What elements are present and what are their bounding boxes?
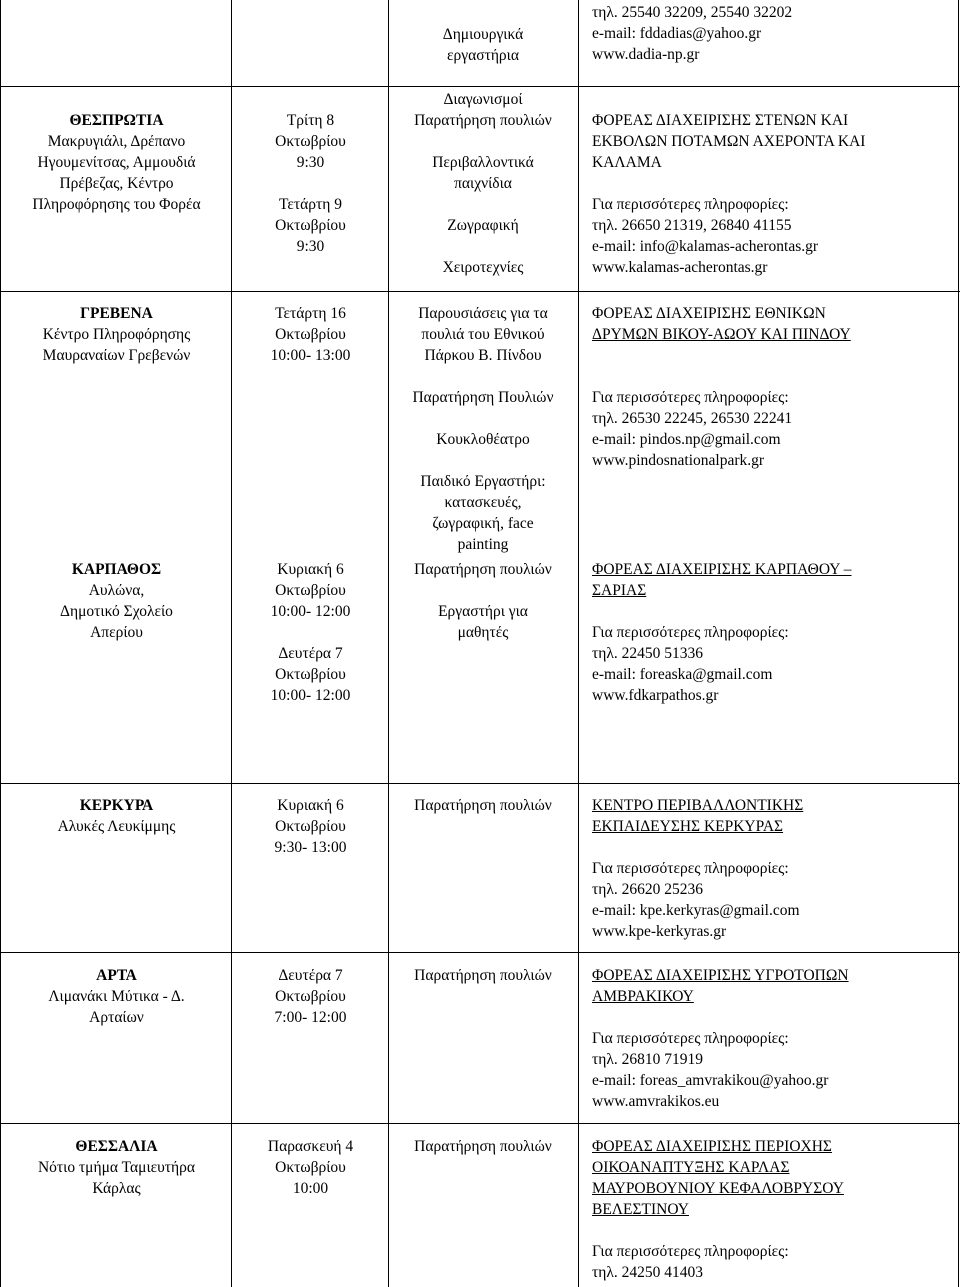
activity-line: πουλιά του Εθνικού xyxy=(421,326,545,343)
phone-text: τηλ. 26530 22245, 26530 22241 xyxy=(592,410,793,427)
email-text: e-mail: fddadias@yahoo.gr xyxy=(592,25,762,42)
region-name: ΓΡΕΒΕΝΑ xyxy=(80,305,153,322)
organizer-name: ΕΚΒΟΛΩΝ ΠΟΤΑΜΩΝ ΑΧΕΡΟΝΤΑ ΚΑΙ xyxy=(592,133,866,150)
time-line: 9:30 xyxy=(296,238,325,255)
location-cell xyxy=(2,965,231,1028)
activity-line: Πάρκου Β. Πίνδου xyxy=(424,347,542,364)
organizer-name: ΒΕΛΕΣΤΙΝΟΥ xyxy=(592,1201,689,1218)
activity-line: Παρατήρηση πουλιών xyxy=(414,561,552,578)
date-line: Τρίτη 8 xyxy=(286,112,335,129)
organizer-name: ΟΙΚΟΑΝΑΠΤΥΞΗΣ ΚΑΡΛΑΣ xyxy=(592,1159,790,1176)
date-cell xyxy=(233,965,388,1028)
organizer-cell xyxy=(592,2,958,65)
date-line: Παρασκευή 4 xyxy=(267,1138,354,1155)
activities-cell xyxy=(390,559,576,643)
activity-line: παιχνίδια xyxy=(454,175,512,192)
email-text: e-mail: foreas_amvrakikou@yahoo.gr xyxy=(592,1072,829,1089)
location-line: Κέντρο Πληροφόρησης xyxy=(42,326,191,343)
phone-text: τηλ. 24250 41403 xyxy=(592,1264,703,1281)
date-line: Οκτωβρίου xyxy=(275,1159,346,1176)
date-line: Κυριακή 6 xyxy=(277,561,344,578)
date-line: Τετάρτη 16 xyxy=(275,305,346,322)
organizer-name: ΑΜΒΡΑΚΙΚΟΥ xyxy=(592,988,694,1005)
website-text: www.pindosnationalpark.gr xyxy=(592,452,765,469)
date-line: Οκτωβρίου xyxy=(275,326,346,343)
date-cell xyxy=(233,1136,388,1199)
date-cell xyxy=(233,795,388,858)
info-label: Για περισσότερες πληροφορίες: xyxy=(592,1243,789,1260)
date-line: Οκτωβρίου xyxy=(275,818,346,835)
row-divider xyxy=(0,783,960,784)
location-line: Απερίου xyxy=(90,624,143,641)
table-border-left xyxy=(0,0,1,1287)
location-line: Δημοτικό Σχολείο xyxy=(60,603,173,620)
organizer-name: ΔΡΥΜΩΝ ΒΙΚΟΥ-ΑΩΟΥ ΚΑΙ ΠΙΝΔΟΥ xyxy=(592,326,851,343)
time-line: 10:00- 12:00 xyxy=(270,687,351,704)
phone-text: τηλ. 22450 51336 xyxy=(592,645,703,662)
activity-line: Παρατήρηση Πουλιών xyxy=(412,389,554,406)
activities-cell xyxy=(390,795,576,816)
location-line: Νότιο τμήμα Ταμιευτήρα xyxy=(37,1159,195,1176)
time-line: 10:00 xyxy=(292,1180,329,1197)
activities-cell xyxy=(390,89,576,278)
location-line: Πληροφόρησης του Φορέα xyxy=(32,196,201,213)
website-text: www.kpe-kerkyras.gr xyxy=(592,923,727,940)
organizer-name: ΕΚΠΑΙΔΕΥΣΗΣ ΚΕΡΚΥΡΑΣ xyxy=(592,818,784,835)
organizer-name: ΦΟΡΕΑΣ ΔΙΑΧΕΙΡΙΣΗΣ ΥΓΡΟΤΟΠΩΝ xyxy=(592,967,849,984)
location-line: Αυλώνα, xyxy=(88,582,145,599)
phone-text: τηλ. 26650 21319, 26840 41155 xyxy=(592,217,792,234)
info-label: Για περισσότερες πληροφορίες: xyxy=(592,389,789,406)
date-line: Δευτέρα 7 xyxy=(278,967,343,984)
organizer-name: ΜΑΥΡΟΒΟΥΝΙΟΥ ΚΕΦΑΛΟΒΡΥΣΟΥ xyxy=(592,1180,844,1197)
organizer-name: ΣΑΡΙΑΣ xyxy=(592,582,647,599)
activity-line: μαθητές xyxy=(457,624,509,641)
organizer-cell xyxy=(592,965,958,1112)
activity-line: Παρατήρηση πουλιών xyxy=(414,112,552,129)
organizer-name: ΚΑΛΑΜΑ xyxy=(592,154,662,171)
location-cell xyxy=(2,795,231,837)
date-line: Οκτωβρίου xyxy=(275,666,346,683)
info-label: Για περισσότερες πληροφορίες: xyxy=(592,624,789,641)
organizer-cell xyxy=(592,795,958,942)
row-divider xyxy=(0,1123,960,1124)
region-name: ΘΕΣΠΡΩΤΙΑ xyxy=(69,112,164,129)
info-label: Για περισσότερες πληροφορίες: xyxy=(592,196,789,213)
activity-line: Παρατήρηση πουλιών xyxy=(414,1138,552,1155)
activities-cell xyxy=(390,24,576,66)
website-text: www.fdkarpathos.gr xyxy=(592,687,719,704)
activities-cell xyxy=(390,965,576,986)
activity-line: κατασκευές, xyxy=(444,494,522,511)
phone-text: τηλ. 25540 32209, 25540 32202 xyxy=(592,4,793,21)
location-line: Αλυκές Λευκίμμης xyxy=(57,818,176,835)
date-cell xyxy=(233,559,388,706)
activity-line: Παρατήρηση πουλιών xyxy=(414,797,552,814)
region-name: ΚΑΡΠΑΘΟΣ xyxy=(71,561,162,578)
activity-line: ζωγραφική, face xyxy=(432,515,534,532)
location-cell xyxy=(2,303,231,366)
date-line: Κυριακή 6 xyxy=(277,797,344,814)
time-line: 10:00- 12:00 xyxy=(270,603,351,620)
organizer-cell xyxy=(592,1136,958,1283)
activities-cell xyxy=(390,1136,576,1157)
phone-text: τηλ. 26620 25236 xyxy=(592,881,703,898)
organizer-name: ΦΟΡΕΑΣ ΔΙΑΧΕΙΡΙΣΗΣ ΣΤΕΝΩΝ ΚΑΙ xyxy=(592,112,849,129)
email-text: e-mail: pindos.np@gmail.com xyxy=(592,431,781,448)
date-cell xyxy=(233,110,388,257)
website-text: www.dadia-np.gr xyxy=(592,46,700,63)
time-line: 9:30 xyxy=(296,154,325,171)
activity-line: Παρατήρηση πουλιών xyxy=(414,967,552,984)
activity-line: Παρουσιάσεις για τα xyxy=(418,305,548,322)
activity-line: Παιδικό Εργαστήρι: xyxy=(420,473,546,490)
activity-line: Ζωγραφική xyxy=(447,217,519,234)
date-line: Οκτωβρίου xyxy=(275,217,346,234)
row-divider xyxy=(0,952,960,953)
region-name: ΘΕΣΣΑΛΙΑ xyxy=(75,1138,158,1155)
organizer-name: ΦΟΡΕΑΣ ΔΙΑΧΕΙΡΙΣΗΣ ΚΑΡΠΑΘΟΥ – xyxy=(592,561,852,578)
info-label: Για περισσότερες πληροφορίες: xyxy=(592,860,789,877)
row-divider xyxy=(0,291,960,292)
organizer-cell xyxy=(592,303,958,471)
date-cell xyxy=(233,303,388,366)
time-line: 10:00- 13:00 xyxy=(270,347,351,364)
table-border-right xyxy=(958,0,959,1287)
activity-line: Περιβαλλοντικά xyxy=(432,154,534,171)
date-line: Δευτέρα 7 xyxy=(278,645,343,662)
organizer-name: ΚΕΝΤΡΟ ΠΕΡΙΒΑΛΛΟΝΤΙΚΗΣ xyxy=(592,797,804,814)
activity-line: painting xyxy=(457,536,509,553)
location-line: Ηγουμενίτσας, Αμμουδιά xyxy=(37,154,196,171)
organizer-cell xyxy=(592,559,958,706)
location-line: Πρέβεζας, Κέντρο xyxy=(59,175,174,192)
table-border-col3 xyxy=(578,0,579,1287)
location-line: Μακρυγιάλι, Δρέπανο xyxy=(47,133,186,150)
activity-line: Δημιουργικά xyxy=(442,26,524,43)
email-text: e-mail: kpe.kerkyras@gmail.com xyxy=(592,902,800,919)
location-cell xyxy=(2,559,231,643)
time-line: 9:30- 13:00 xyxy=(274,839,347,856)
email-text: e-mail: foreaska@gmail.com xyxy=(592,666,773,683)
activity-line: Χειροτεχνίες xyxy=(442,259,524,276)
location-cell xyxy=(2,1136,231,1199)
activity-line: Εργαστήρι για xyxy=(438,603,528,620)
organizer-name: ΦΟΡΕΑΣ ΔΙΑΧΕΙΡΙΣΗΣ ΠΕΡΙΟΧΗΣ xyxy=(592,1138,832,1155)
location-line: Κάρλας xyxy=(92,1180,141,1197)
row-divider xyxy=(0,86,960,87)
location-line: Μαυραναίων Γρεβενών xyxy=(42,347,191,364)
organizer-cell xyxy=(592,110,958,278)
date-line: Οκτωβρίου xyxy=(275,988,346,1005)
time-line: 7:00- 12:00 xyxy=(274,1009,347,1026)
info-label: Για περισσότερες πληροφορίες: xyxy=(592,1030,789,1047)
organizer-name: ΦΟΡΕΑΣ ΔΙΑΧΕΙΡΙΣΗΣ ΕΘΝΙΚΩΝ xyxy=(592,305,826,322)
date-line: Οκτωβρίου xyxy=(275,133,346,150)
activity-line: εργαστήρια xyxy=(447,47,519,64)
location-line: Αρταίων xyxy=(89,1009,144,1026)
website-text: www.kalamas-acherontas.gr xyxy=(592,259,768,276)
region-name: ΑΡΤΑ xyxy=(96,967,137,984)
date-line: Οκτωβρίου xyxy=(275,582,346,599)
location-cell xyxy=(2,110,231,215)
email-text: e-mail: info@kalamas-acherontas.gr xyxy=(592,238,819,255)
date-line: Τετάρτη 9 xyxy=(279,196,342,213)
table-border-col2 xyxy=(388,0,389,1287)
phone-text: τηλ. 26810 71919 xyxy=(592,1051,703,1068)
region-name: ΚΕΡΚΥΡΑ xyxy=(79,797,154,814)
location-line: Λιμανάκι Μύτικα - Δ. xyxy=(48,988,185,1005)
activity-line: Διαγωνισμοί xyxy=(443,91,523,108)
table-border-col1 xyxy=(231,0,232,1287)
activities-cell xyxy=(390,303,576,555)
website-text: www.amvrakikos.eu xyxy=(592,1093,720,1110)
activity-line: Κουκλοθέατρο xyxy=(436,431,530,448)
